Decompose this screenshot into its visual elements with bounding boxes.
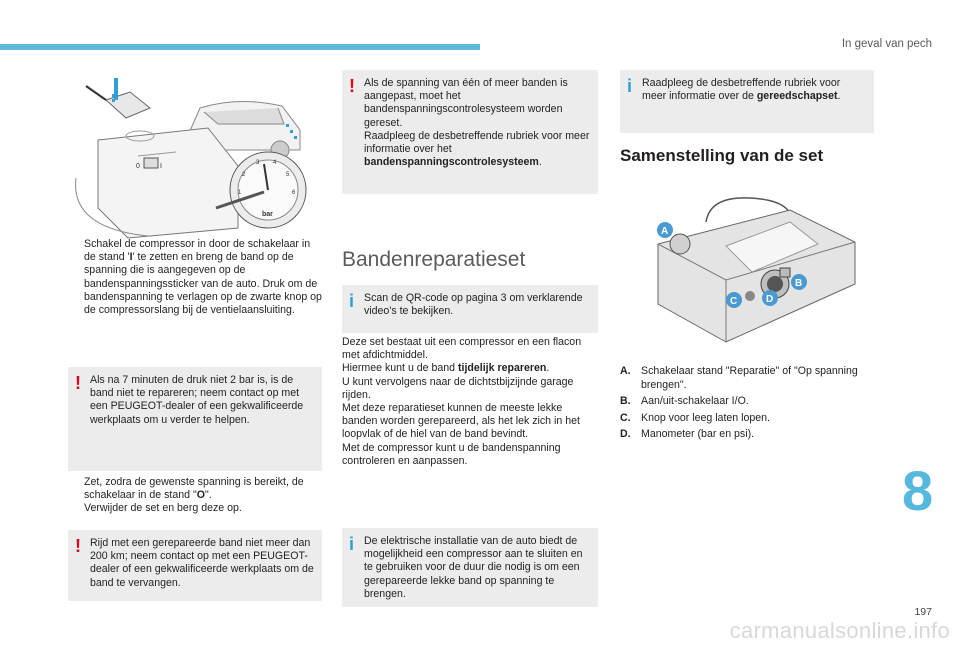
legend-item: A. Schakelaar stand "Reparatie" of "Op spanning brengen". xyxy=(620,365,858,391)
kit-illustration xyxy=(640,192,860,352)
gauge-tick-6: 6 xyxy=(292,190,296,196)
chapter-tab xyxy=(900,461,960,521)
switch-label-1: I xyxy=(160,163,162,170)
kit-legend xyxy=(620,365,873,445)
gauge-tick-4: 4 xyxy=(273,160,277,166)
header-accent-bar xyxy=(0,44,480,50)
svg-text:D: D xyxy=(766,294,774,305)
sealant-bottle-drawing xyxy=(86,78,150,118)
gauge-tick-1: 1 xyxy=(238,190,242,196)
info-icon: i xyxy=(349,291,355,311)
info-text: Scan de QR-code op pagina 3 om verklarende video's te bekijken. xyxy=(364,292,583,318)
warning-box-pressure xyxy=(68,367,322,471)
section-heading-repair-kit: Bandenreparatieset xyxy=(342,248,526,271)
section-heading-kit-contents: Samenstelling van de set xyxy=(620,146,824,165)
callout-B xyxy=(791,274,807,290)
warning-box-distance xyxy=(68,530,322,601)
svg-text:B: B xyxy=(795,278,803,289)
section-title: In geval van pech xyxy=(841,38,932,50)
gauge-tick-2: 2 xyxy=(242,172,246,178)
callout-D xyxy=(762,290,778,306)
info-box-electrical xyxy=(342,528,598,607)
repair-kit-description: Deze set bestaat uit een compressor en een flacon met afdichtmiddel. Hiermee kunt u de band tijdelijk repareren. U kunt vervolgens naar de dichtstbijzijnde garage rijden. Met deze reparatieset kunnen de meeste lekke banden worden gerepareerd, als het lek zich in het loopvlak of de hiel van de band bevindt. Met de compressor kunt u de bandenspanning controleren en aanpassen. xyxy=(342,336,582,467)
legend-item: D. Manometer (bar en psi). xyxy=(620,428,755,440)
svg-text:A: A xyxy=(661,226,669,237)
svg-text:C: C xyxy=(730,296,738,307)
info-box-tools: i Raadpleeg de desbetreffende rubriek voor meer informatie over de gereedschapset. xyxy=(620,70,874,133)
info-box-qr xyxy=(342,285,598,333)
warning-box-reset: ! Als de spanning van één of meer banden is aangepast, moet het bandenspanningscontrolesysteem worden gereset. Raadpleeg de desbetreffende rubriek voor meer informatie over het bandenspanningscontrolesysteem. xyxy=(342,70,598,194)
callout-C xyxy=(726,292,742,308)
gauge-tick-5: 5 xyxy=(286,172,290,178)
gauge-tick-3: 3 xyxy=(256,160,260,166)
legend-item: C. Knop voor leeg laten lopen. xyxy=(620,411,770,424)
warning-text: Als de spanning van één of meer banden is aangepast, moet het bandenspanningscontrolesysteem worden gereset. xyxy=(364,77,568,129)
warning-icon: ! xyxy=(75,536,81,556)
chapter-number: 8 xyxy=(902,459,934,522)
gauge-unit: bar xyxy=(262,211,273,218)
compressor-illustration xyxy=(68,78,326,240)
legend-item: B. Aan/uit-schakelaar I/O. xyxy=(620,395,749,407)
step-switch-on: Schakel de compressor in door de schakelaar in de stand 'I' te zetten en breng de band op de spanning die is aangegeven op de bandenspanningssticker van de auto. Druk om de bandenspanning te verlagen op de zwarte knop op de compressorslang bij de ventielaansluiting. xyxy=(84,238,322,317)
info-text: De elektrische installatie van de auto biedt de mogelijkheid een compressor aan te sluiten en te gebruiken voor de duur die nodig is om een gerepareerde lekke band op spanning te brengen. xyxy=(364,535,583,600)
warning-icon: ! xyxy=(75,373,81,393)
switch-label-0: 0 xyxy=(136,163,140,170)
info-icon: i xyxy=(349,534,355,554)
warning-text: Rijd met een gerepareerde band niet meer dan 200 km; neem contact op met een PEUGEOT-dealer of een gekwalificeerde werkplaats om de band te vervangen. xyxy=(90,537,314,589)
compressor-body-drawing xyxy=(76,128,238,238)
warning-text: Als na 7 minuten de druk niet 2 bar is, is de band niet te repareren; neem contact op met een PEUGEOT-dealer of een gekwalificeerde werkplaats om u verder te helpen. xyxy=(90,374,304,426)
callout-A xyxy=(657,222,673,238)
step-switch-off: Zet, zodra de gewenste spanning is bereikt, de schakelaar in de stand "O". Verwijder de set en berg deze op. xyxy=(68,476,324,516)
step-store-kit: Verwijder de set en berg deze op. xyxy=(84,502,242,515)
page-number: 197 xyxy=(914,606,932,618)
warning-icon: ! xyxy=(349,76,355,96)
watermark: carmanualsonline.info xyxy=(729,618,950,643)
info-icon: i xyxy=(627,76,633,96)
